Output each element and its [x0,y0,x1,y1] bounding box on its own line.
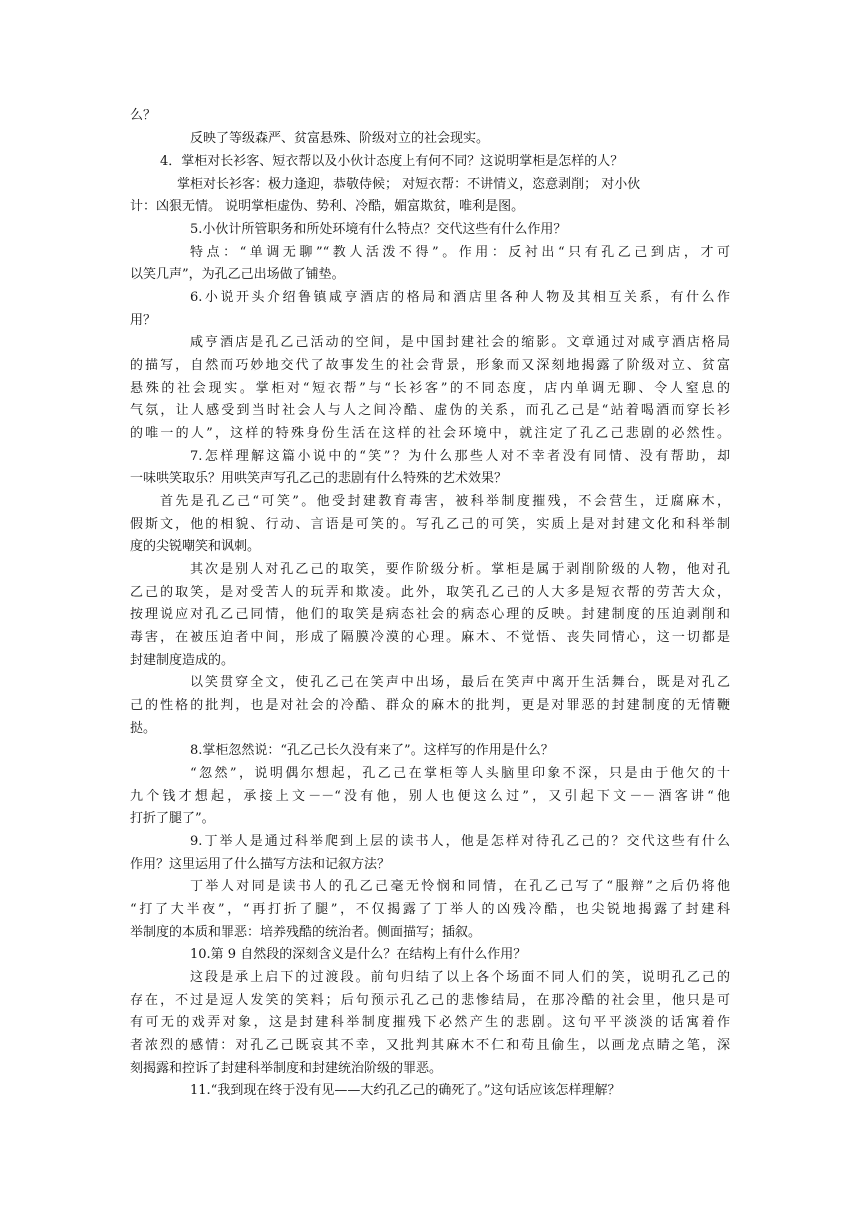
text-line: 气氛，让人感受到当时社会人与人之间冷酷、虚伪的关系，而孔乙己是“站着喝酒而穿长衫 [130,403,730,418]
text-line: 计：凶狠无情。 说明掌柜虚伪、势利、冷酷，媚富欺贫，唯利是图。 [130,199,525,214]
question-heading: 一味哄笑取乐？用哄笑声写孔乙己的悲剧有什么特殊的艺术效果？ [130,471,508,486]
text-line: 打折了腿了”。 [130,811,215,826]
text-line: 毒害，在被压迫者中间，形成了隔膜冷漠的心理。麻木、不觉悟、丧失同情心，这一切都是 [130,630,730,645]
text-line: 己的性格的批判，也是对社会的冷酷、群众的麻木的批判，更是对罪恶的封建制度的无情鞭 [130,698,730,713]
text-line: 其次是别人对孔乙己的取笑，要作阶级分析。掌柜是属于剥削阶级的人物，他对孔 [190,562,730,577]
question-heading: 10.第 9 自然段的深刻含义是什么？在结构上有什么作用？ [190,947,527,962]
text-line: 么？ [130,108,157,123]
question-heading: 7.怎样理解这篇小说中的“笑”？为什么那些人对不幸者没有同情、没有帮助，却 [190,449,730,464]
text-line: 度的尖锐嘲笑和讽刺。 [130,539,261,554]
text-line: 九个钱才想起，承接上文－－“没有他，别人也便这么过”，又引起下文－－酒客讲“他 [130,789,730,804]
text-line: 这段是承上启下的过渡段。前句归结了以上各个场面不同人们的笑，说明孔乙己的 [190,970,730,985]
text-line: 以笑贯穿全文，使孔乙己在笑声中出场，最后在笑声中离开生活舞台，既是对孔乙 [190,675,730,690]
text-line: 掌柜对长衫客：极力逢迎，恭敬侍候； 对短衣帮：不讲情义，恣意剥削； 对小伙 [177,177,641,192]
text-line: 举制度的本质和罪恶：培养残酷的统治者。侧面描写；插叙。 [130,925,482,940]
text-line: 挞。 [130,721,157,736]
text-line: 反映了等级森严、贫富悬殊、阶级对立的社会现实。 [190,131,490,146]
text-line: 的唯一的人”，这样的特殊身份生活在这样的社会环境中，就注定了孔乙己悲剧的必然性。 [130,426,730,441]
text-line: 者浓烈的感情：对孔乙己既哀其不幸，又批判其麻木不仁和苟且偷生，以画龙点睛之笔，深 [130,1038,730,1053]
text-line: 存在，不过是逗人发笑的笑料；后句预示孔乙己的悲惨结局，在那冷酷的社会里，他只是可 [130,993,730,1008]
text-line: 有可无的戏弄对象，这是封建科举制度摧残下必然产生的悲剧。这句平平淡淡的话寓着作 [130,1015,730,1030]
text-line: 刻揭露和控诉了封建科举制度和封建统治阶级的罪恶。 [130,1061,443,1076]
text-line: “打了大半夜”，“再打折了腿”，不仅揭露了丁举人的凶残冷酷，也尖锐地揭露了封建科 [130,902,730,917]
text-line: “忽然”，说明偶尔想起，孔乙己在掌柜等人头脑里印象不深，只是由于他欠的十 [190,766,730,781]
text-line: 按理说应对孔乙己同情，他们的取笑是病态社会的病态心理的反映。封建制度的压迫剥削和 [130,607,730,622]
text-line: 丁举人对同是读书人的孔乙己毫无怜悯和同情，在孔乙己写了“服辩”之后仍将他 [190,879,730,894]
question-heading: 9.丁举人是通过科举爬到上层的读书人，他是怎样对待孔乙己的？交代这些有什么 [190,834,730,849]
question-heading: 4．掌柜对长衫客、短衣帮以及小伙计态度上有何不同？这说明掌柜是怎样的人？ [160,154,624,169]
text-line: 咸亨酒店是孔乙己活动的空间，是中国封建社会的缩影。文章通过对咸亨酒店格局 [190,335,730,350]
question-heading: 作用？这里运用了什么描写方法和记叙方法？ [130,857,391,872]
text-line: 假斯文，他的相貌、行动、言语是可笑的。写孔乙己的可笑，实质上是对封建文化和科举制 [130,517,730,532]
text-line: 乙己的取笑，是对受苦人的玩弄和欺凌。此外，取笑孔乙己的人大多是短衣帮的劳苦大众， [130,585,730,600]
question-heading: 5.小伙计所管职务和所处环境有什么特点？交代这些有什么作用？ [190,222,567,237]
text-line: 的描写，自然而巧妙地交代了故事发生的社会背景，形象而又深刻地揭露了阶级对立、贫富 [130,358,730,373]
text-line: 封建制度造成的。 [130,653,235,668]
question-heading: 11.“我到现在终于没有见——大约孔乙己的确死了。”这句话应该怎样理解？ [190,1083,621,1098]
text-line: 以笑几声”，为孔乙己出场做了铺垫。 [130,267,345,282]
text-line: 首先是孔乙己“可笑”。他受封建教育毒害，被科举制度摧残，不会营生，迂腐麻木， [160,494,730,509]
question-heading: 6.小说开头介绍鲁镇咸亨酒店的格局和酒店里各种人物及其相互关系，有什么作 [190,290,730,305]
text-line: 悬殊的社会现实。掌柜对“短衣帮”与“长衫客”的不同态度，店内单调无聊、令人窒息的 [130,381,730,396]
question-heading: 用？ [130,313,157,328]
text-line: 特点：“单调无聊”“教人活泼不得”。作用：反衬出“只有孔乙己到店，才可 [190,245,730,260]
question-heading: 8.掌柜忽然说：“孔乙己长久没有来了”。这样写的作用是什么？ [190,743,554,758]
